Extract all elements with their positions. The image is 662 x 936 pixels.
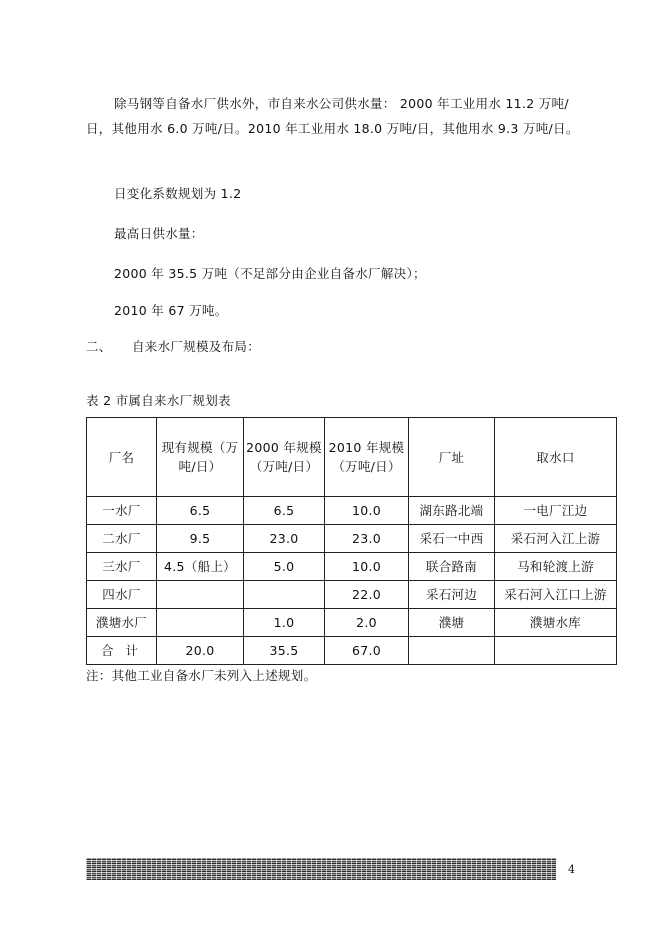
header-name: 厂名 xyxy=(87,418,157,497)
table-row xyxy=(87,609,617,637)
cell-existing: 20.0 xyxy=(157,637,244,665)
cell-intake: 采石河入江上游 xyxy=(495,525,617,553)
section-number: 二、 xyxy=(86,339,112,354)
plant-plan-table xyxy=(86,417,617,665)
cell-name: 三水厂 xyxy=(87,553,157,581)
cell-site: 联合路南 xyxy=(409,553,495,581)
header-2010: 2010 年规模（万吨/日） xyxy=(325,418,409,497)
table-note: 注：其他工业自备水厂未列入上述规划。 xyxy=(86,668,317,683)
cell-site: 采石河边 xyxy=(409,581,495,609)
cell-2010: 10.0 xyxy=(325,553,409,581)
table-row xyxy=(87,497,617,525)
paragraph-supply-line2: 日，其他用水 6.0 万吨/日。2010 年工业用水 18.0 万吨/日，其他用水 9.3 万吨/日。 xyxy=(86,121,579,136)
table-total-row xyxy=(87,637,617,665)
cell-name: 四水厂 xyxy=(87,581,157,609)
cell-2010: 2.0 xyxy=(325,609,409,637)
table-caption: 表 2 市属自来水厂规划表 xyxy=(86,393,231,408)
cell-name: 一水厂 xyxy=(87,497,157,525)
table-row xyxy=(87,581,617,609)
cell-existing xyxy=(157,609,244,637)
cell-site: 湖东路北端 xyxy=(409,497,495,525)
header-2000: 2000 年规模（万吨/日） xyxy=(244,418,325,497)
cell-site: 濮塘 xyxy=(409,609,495,637)
cell-2010: 23.0 xyxy=(325,525,409,553)
cell-intake xyxy=(495,637,617,665)
cell-existing: 9.5 xyxy=(157,525,244,553)
cell-2000: 6.5 xyxy=(244,497,325,525)
cell-2000: 5.0 xyxy=(244,553,325,581)
cell-site: 采石一中西 xyxy=(409,525,495,553)
table-header-row xyxy=(87,418,617,497)
cell-intake: 马和轮渡上游 xyxy=(495,553,617,581)
page-number: 4 xyxy=(568,863,575,876)
paragraph-max-2000: 2000 年 35.5 万吨（不足部分由企业自备水厂解决）； xyxy=(114,266,426,281)
cell-2000: 23.0 xyxy=(244,525,325,553)
cell-2010: 22.0 xyxy=(325,581,409,609)
cell-2000 xyxy=(244,581,325,609)
cell-intake: 采石河入江口上游 xyxy=(495,581,617,609)
section-title: 自来水厂规模及布局： xyxy=(132,339,261,354)
table-row xyxy=(87,525,617,553)
paragraph-daily-factor: 日变化系数规划为 1.2 xyxy=(114,186,242,201)
cell-2000: 1.0 xyxy=(244,609,325,637)
table-row xyxy=(87,553,617,581)
cell-intake: 濮塘水库 xyxy=(495,609,617,637)
paragraph-max-2010: 2010 年 67 万吨。 xyxy=(114,303,228,318)
cell-name: 濮塘水厂 xyxy=(87,609,157,637)
cell-intake: 一电厂江边 xyxy=(495,497,617,525)
header-existing: 现有规模（万吨/日） xyxy=(157,418,244,497)
header-intake: 取水口 xyxy=(495,418,617,497)
cell-existing: 4.5（船上） xyxy=(157,553,244,581)
cell-2010: 10.0 xyxy=(325,497,409,525)
header-site: 厂址 xyxy=(409,418,495,497)
paragraph-max-supply-heading: 最高日供水量： xyxy=(114,226,204,241)
cell-name: 二水厂 xyxy=(87,525,157,553)
paragraph-supply-line1: 除马钢等自备水厂供水外，市自来水公司供水量： 2000 年工业用水 11.2 万吨/ xyxy=(114,96,569,111)
footer-decorative-bar xyxy=(86,858,556,880)
cell-existing: 6.5 xyxy=(157,497,244,525)
cell-existing xyxy=(157,581,244,609)
cell-2010: 67.0 xyxy=(325,637,409,665)
cell-name: 合 计 xyxy=(87,637,157,665)
cell-2000: 35.5 xyxy=(244,637,325,665)
cell-site xyxy=(409,637,495,665)
